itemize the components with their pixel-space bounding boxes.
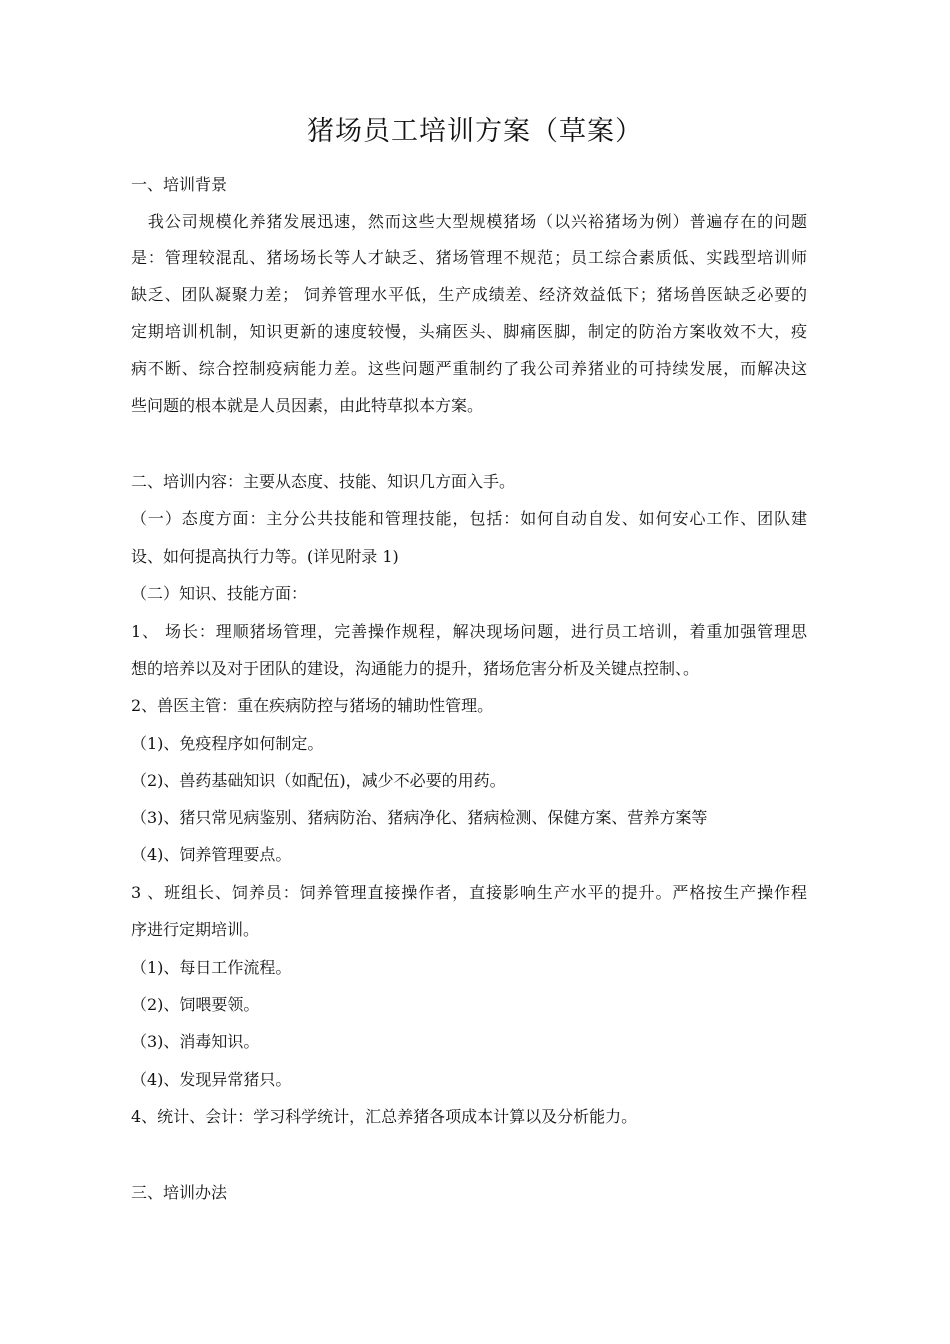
paragraph-line: 病不断、综合控制疫病能力差。这些问题严重制约了我公司养猪业的可持续发展，而解决这	[131, 359, 807, 378]
section-heading-background: 一、培训背景	[131, 175, 228, 194]
list-item: （2)、饲喂要领。	[131, 995, 260, 1014]
list-item: （3)、猪只常见病鉴别、猪病防治、猪病净化、猪病检测、保健方案、营养方案等	[131, 808, 708, 827]
list-item: （1)、免疫程序如何制定。	[131, 734, 324, 753]
paragraph-line: 缺乏、团队凝聚力差； 饲养管理水平低，生产成绩差、经济效益低下；猪场兽医缺乏必要的	[131, 285, 807, 304]
paragraph-line: 我公司规模化养猪发展迅速，然而这些大型规模猪场（以兴裕猪场为例）普遍存在的问题	[131, 212, 807, 231]
paragraph-line: 些问题的根本就是人员因素，由此特草拟本方案。	[131, 396, 484, 415]
list-item: （3)、消毒知识。	[131, 1032, 260, 1051]
team-line: 3 、班组长、饲养员：饲养管理直接操作者，直接影响生产水平的提升。严格按生产操作程	[131, 883, 807, 902]
accounting-line: 4、统计、会计：学习科学统计，汇总养猪各项成本计算以及分析能力。	[131, 1107, 638, 1126]
knowledge-heading: （二）知识、技能方面：	[131, 584, 308, 603]
manager-line: 想的培养以及对于团队的建设，沟通能力的提升，猪场危害分析及关键点控制、。	[131, 659, 700, 678]
attitude-line: 设、如何提高执行力等。(详见附录 1)	[131, 547, 399, 566]
manager-line: 1、 场长：理顺猪场管理，完善操作规程，解决现场问题，进行员工培训，着重加强管理思	[131, 622, 807, 641]
document-title: 猪场员工培训方案（草案）	[307, 116, 643, 147]
section-heading-content: 二、培训内容：主要从态度、技能、知识几方面入手。	[131, 472, 516, 491]
section-heading-methods: 三、培训办法	[131, 1183, 228, 1202]
paragraph-line: 是：管理较混乱、猪场场长等人才缺乏、猪场管理不规范；员工综合素质低、实践型培训师	[131, 248, 807, 267]
list-item: （1)、每日工作流程。	[131, 958, 292, 977]
team-line: 序进行定期培训。	[131, 920, 260, 939]
vet-heading: 2、兽医主管：重在疾病防控与猪场的辅助性管理。	[131, 696, 494, 715]
attitude-line: （一）态度方面：主分公共技能和管理技能，包括：如何自动自发、如何安心工作、团队建	[131, 509, 807, 528]
paragraph-line: 定期培训机制，知识更新的速度较慢，头痛医头、脚痛医脚，制定的防治方案收效不大，疫	[131, 322, 807, 341]
list-item: （4)、发现异常猪只。	[131, 1070, 292, 1089]
list-item: （4)、饲养管理要点。	[131, 845, 292, 864]
list-item: （2)、兽药基础知识（如配伍)，减少不必要的用药。	[131, 771, 506, 790]
